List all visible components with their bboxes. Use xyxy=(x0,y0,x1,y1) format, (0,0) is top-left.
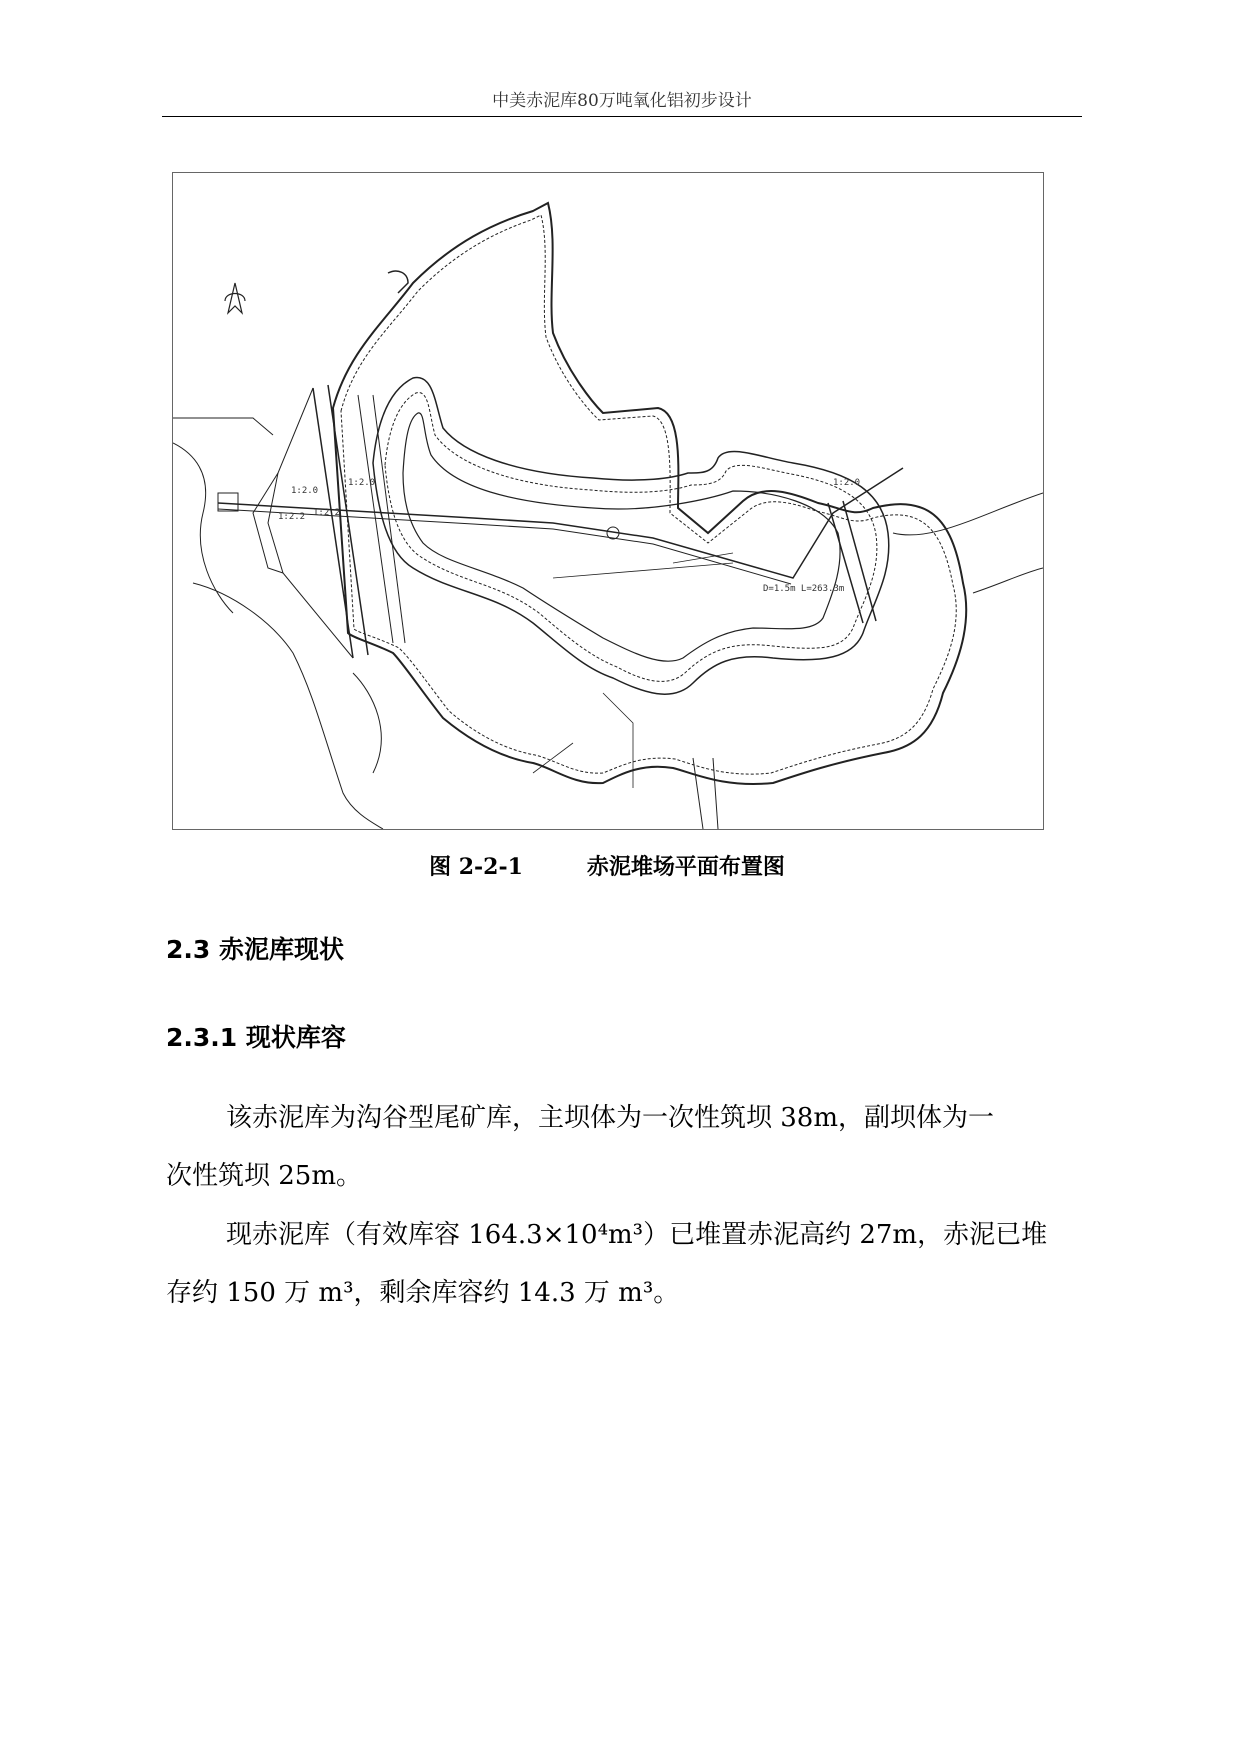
figure-caption xyxy=(172,850,1042,881)
outer-boundary xyxy=(333,203,966,784)
north-arrow xyxy=(225,283,245,313)
discharge-pipeline xyxy=(218,468,903,578)
header-rule xyxy=(162,116,1082,117)
slope-label: 1:2.2 xyxy=(278,512,306,522)
paragraph xyxy=(166,1089,1084,1205)
slope-label: 1:2.0 xyxy=(348,478,376,488)
pipe-spec-label: D=1.5m L=263.3m xyxy=(763,584,845,594)
paragraph-line: 次性筑坝 25m。 xyxy=(166,1161,363,1191)
slope-label: 1:2.2 xyxy=(313,508,341,518)
running-header: 中美赤泥库80万吨氧化铝初步设计 xyxy=(492,91,752,111)
figure-number: 图 2-2-1 xyxy=(429,854,523,880)
slope-label: 1:2.0 xyxy=(291,486,319,496)
paragraph xyxy=(166,1206,1084,1322)
site-plan-figure xyxy=(172,172,1044,830)
paragraph-line: 现赤泥库（有效库容 164.3×10⁴m³）已堆置赤泥高约 27m，赤泥已堆 xyxy=(226,1220,1048,1250)
figure-title: 赤泥堆场平面布置图 xyxy=(586,854,785,880)
paragraph-line: 存约 150 万 m³，剩余库容约 14.3 万 m³。 xyxy=(166,1278,680,1308)
slope-label: 1:2.0 xyxy=(833,478,861,488)
subsection-heading: 2.3.1 现状库容 xyxy=(166,1023,346,1052)
inner-contour xyxy=(373,377,889,694)
paragraph-line: 该赤泥库为沟谷型尾矿库，主坝体为一次性筑坝 38m，副坝体为一 xyxy=(226,1103,995,1133)
section-heading: 2.3 赤泥库现状 xyxy=(166,935,344,964)
site-plan-drawing xyxy=(173,173,1043,829)
